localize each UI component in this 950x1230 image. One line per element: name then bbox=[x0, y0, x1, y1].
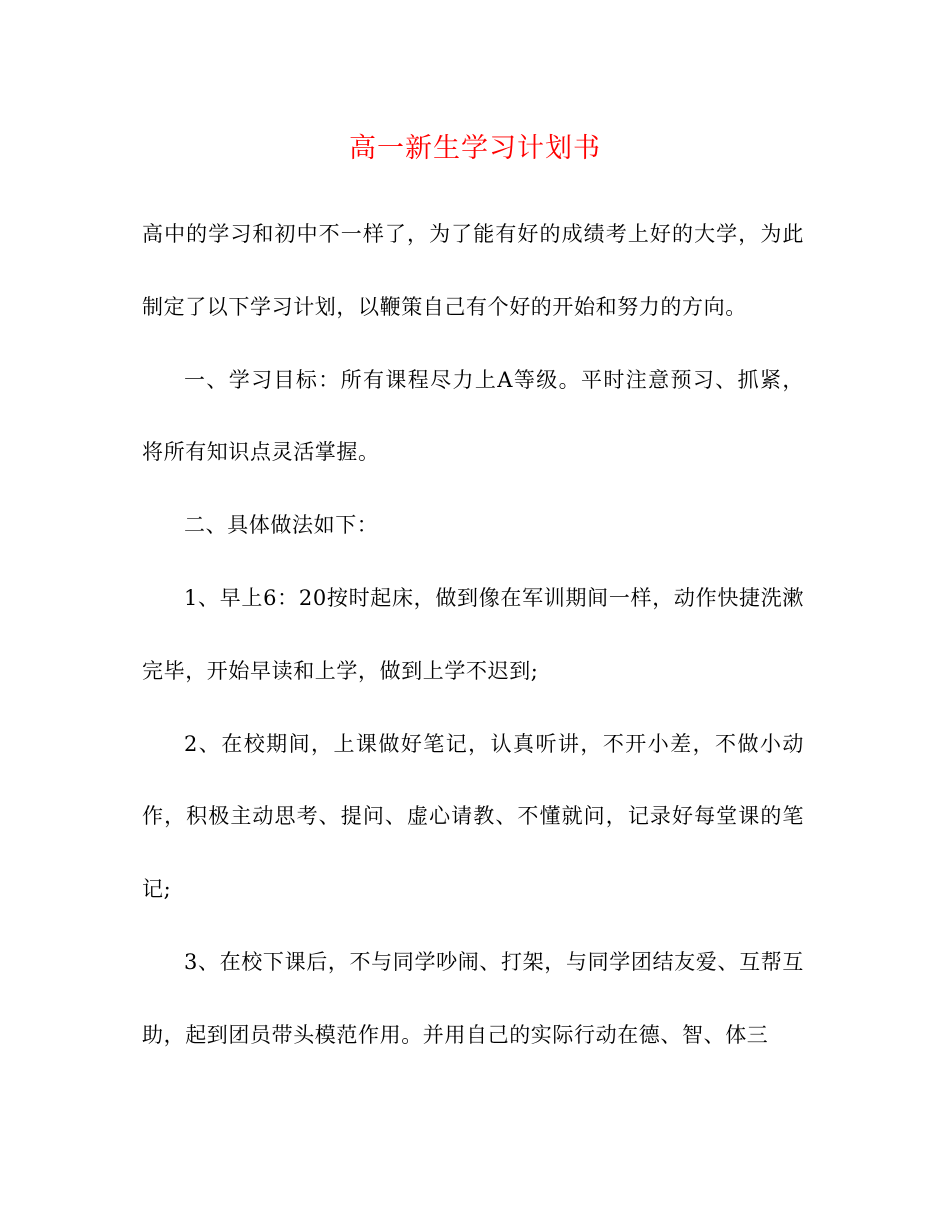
paragraph-methods-heading: 二、具体做法如下： bbox=[184, 513, 379, 538]
paragraph-item-2: 2、在校期间，上课做好笔记，认真听讲，不开小差，不做小动作，积极主动思考、提问、虚心请教、不懂就问，记录好每堂课的笔记; bbox=[142, 731, 804, 902]
document-body bbox=[142, 198, 804, 1072]
paragraph-item-3: 3、在校下课后，不与同学吵闹、打架，与同学团结友爱、互帮互助，起到团员带头模范作用。并用自己的实际行动在德、智、体三 bbox=[142, 949, 804, 1047]
document-title: 高一新生学习计划书 bbox=[349, 133, 601, 164]
paragraph-item-1: 1、早上6：20按时起床，做到像在军训期间一样，动作快捷洗漱完毕，开始早读和上学，做到上学不迟到; bbox=[142, 585, 804, 683]
paragraph-learning-goal: 一、学习目标：所有课程尽力上A等级。平时注意预习、抓紧，将所有知识点灵活掌握。 bbox=[142, 367, 804, 465]
paragraph-intro: 高中的学习和初中不一样了，为了能有好的成绩考上好的大学，为此制定了以下学习计划，以鞭策自己有个好的开始和努力的方向。 bbox=[142, 222, 804, 319]
